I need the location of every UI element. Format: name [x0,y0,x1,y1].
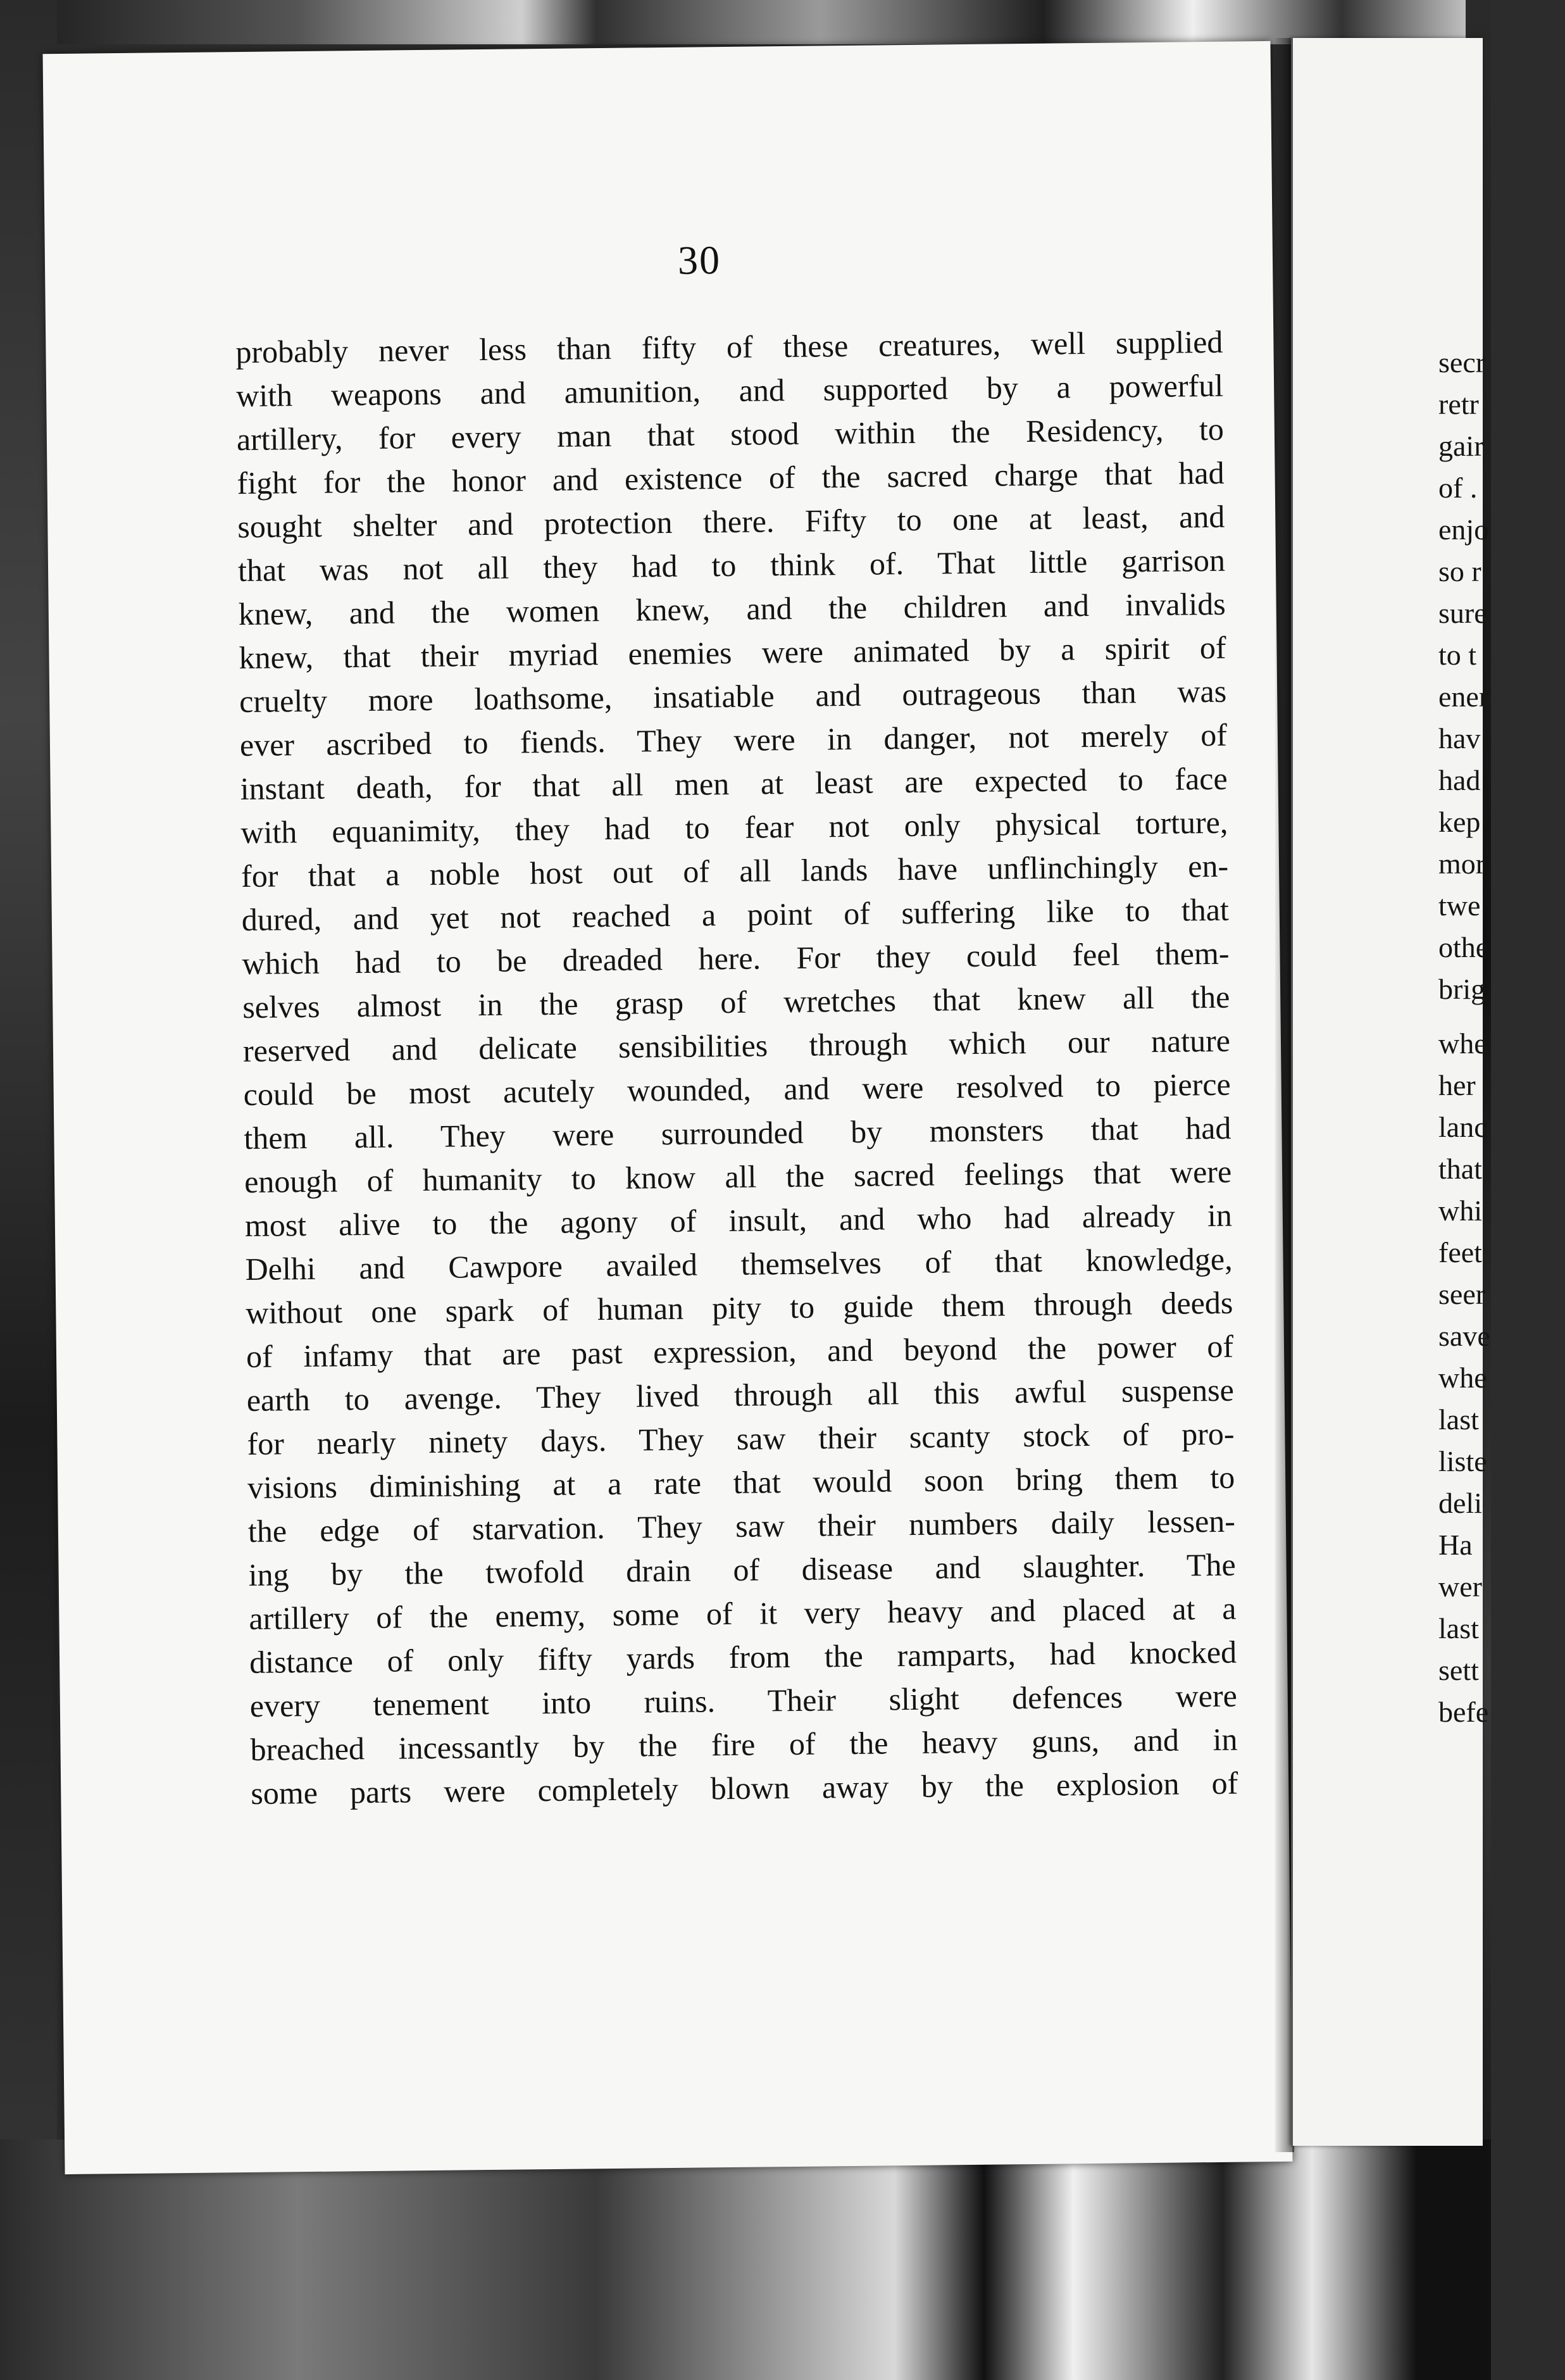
text-line: enough of humanity to know all the sacred feelings that were [244,1153,1232,1200]
facing-text-fragment: hav [1438,722,1481,755]
text-line: with equanimity, they had to fear not only physical torture, [240,804,1228,851]
text-line: without one spark of human pity to guide them through deeds [246,1284,1233,1331]
facing-text-fragment: so r [1438,555,1481,587]
text-line: artillery of the enemy, some of it very heavy and placed at a [249,1590,1237,1636]
facing-text-fragment: wer [1438,1570,1482,1603]
facing-text-fragment: kep [1438,806,1481,838]
facing-text-fragment: sure [1438,597,1487,629]
facing-text-fragment: whi [1438,1194,1482,1227]
page-number: 30 [677,237,721,283]
text-line: them all. They were surrounded by monsters that had [244,1110,1231,1156]
text-line: knew, that their myriad enemies were animated by a spirit of [239,629,1226,676]
facing-text-fragment: lanc [1438,1111,1487,1143]
facing-text-fragment: ener [1438,680,1489,713]
facing-text-fragment: of . [1438,472,1478,504]
facing-text-fragment: mor [1438,848,1486,880]
text-line: of infamy that are past expression, and beyond the power of [246,1328,1234,1374]
facing-text-fragment: save [1438,1320,1490,1352]
text-line: knew, and the women knew, and the children and invalids [238,586,1226,632]
page-body-text [235,320,1238,1815]
text-line: earth to avenge. They lived through all this awful suspense [246,1372,1235,1418]
facing-text-fragment: twe [1438,889,1481,922]
text-line: the edge of starvation. They saw their numbers daily lessen- [247,1503,1236,1549]
facing-text-fragment: enjo [1438,513,1489,546]
text-line: sought shelter and protection there. Fifty to one at least, and [237,498,1225,545]
text-line: which had to be dreaded here. For they could feel them- [242,935,1230,982]
facing-text-fragment: deli [1438,1487,1482,1519]
facing-text-fragment: had [1438,764,1481,796]
text-line: dured, and yet not reached a point of suffering like to that [241,891,1230,938]
facing-text-fragment: last [1438,1612,1479,1644]
facing-text-fragment: feet [1438,1236,1482,1268]
text-line: selves almost in the grasp of wretches that knew all the [242,979,1230,1025]
text-line: instant death, for that all men at least are expected to face [240,760,1228,807]
facing-text-fragment: seer [1438,1278,1486,1310]
facing-text-fragment: brig [1438,973,1486,1005]
facing-text-fragment: whe [1438,1362,1487,1394]
facing-text-fragment: whe [1438,1027,1487,1060]
book-page-right-facing [1291,38,1490,2146]
book-page-left [43,41,1293,2174]
facing-text-fragment: to t [1438,639,1477,671]
facing-text-fragment: befe [1438,1696,1489,1728]
scan-background-top [0,0,1491,44]
text-line: for that a noble host out of all lands have unflinchingly en- [240,848,1229,894]
facing-text-fragment: othe [1438,931,1489,963]
scan-background-bottom [0,2139,1491,2380]
text-line: cruelty more loathsome, insatiable and outrageous than was [239,673,1227,720]
text-line: fight for the honor and existence of the sacred charge that had [237,454,1225,501]
facing-text-fragment: her [1438,1069,1476,1101]
text-line: some parts were completely blown away by the explosion of [251,1765,1238,1811]
text-line: ever ascribed to fiends. They were in danger, not merely of [239,717,1228,763]
text-line: with weapons and amunition, and supported by a powerful [235,367,1224,414]
text-line: reserved and delicate sensibilities through which our nature [242,1022,1231,1069]
text-line: ing by the twofold drain of disease and slaughter. The [248,1546,1236,1593]
text-line: Delhi and Cawpore availed themselves of that knowledge, [245,1241,1233,1287]
text-line: breached incessantly by the fire of the heavy guns, and in [250,1721,1238,1767]
text-line: for nearly ninety days. They saw their scanty stock of pro- [247,1415,1235,1462]
facing-text-fragment: Ha [1438,1529,1473,1561]
facing-page-text-fragments [1438,342,1565,1733]
text-line: probably never less than fifty of these creatures, well supplied [235,323,1223,370]
facing-text-fragment: secr [1438,346,1486,379]
facing-text-fragment: that [1438,1153,1482,1185]
facing-text-fragment: retr [1438,388,1479,420]
facing-text-fragment: last [1438,1403,1479,1436]
text-line: visions diminishing at a rate that would soon bring them to [247,1459,1235,1505]
facing-text-fragment: gair [1438,430,1484,462]
text-line: could be most acutely wounded, and were resolved to pierce [243,1066,1231,1113]
text-line: artillery, for every man that stood within the Residency, to [236,411,1225,458]
text-line: every tenement into ruins. Their slight defences were [249,1677,1238,1724]
text-line: most alive to the agony of insult, and who had already in [244,1197,1233,1244]
facing-text-fragment: liste [1438,1445,1487,1477]
facing-text-fragment: sett [1438,1654,1479,1686]
text-line: distance of only fifty yards from the ramparts, had knocked [249,1634,1237,1680]
text-line: that was not all they had to think of. That little garrison [237,542,1226,589]
